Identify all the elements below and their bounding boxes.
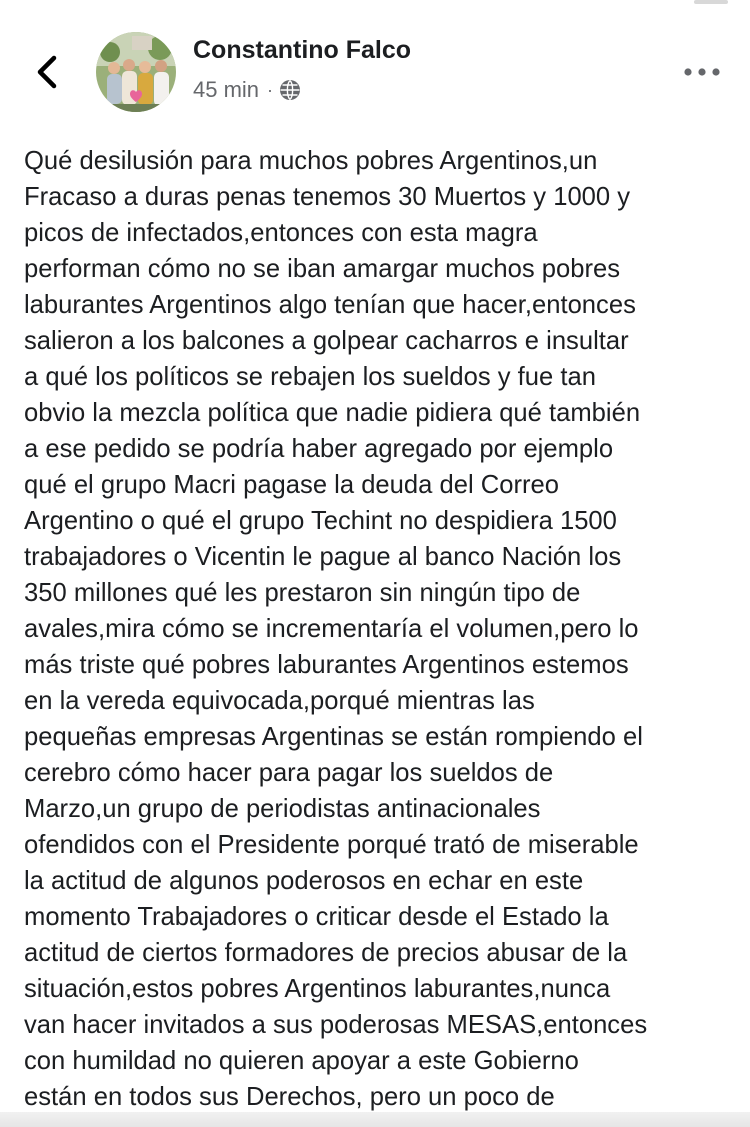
post-text-line: a qué los políticos se rebajen los sueldos y fue tan [24,363,596,391]
post-text-line: van hacer invitados a sus poderosas MESAS,entonces [24,1011,648,1039]
post-text-line: qué el grupo Macri pagase la deuda del Correo [24,471,559,499]
post-text-line: Fracaso a duras penas tenemos 30 Muertos y 1000 y [24,183,631,211]
post-text-line: performan cómo no se iban amargar muchos pobres [24,255,621,283]
post-text-line: momento Trabajadores o criticar desde el Estado la [24,903,609,931]
post-text-line: en la vereda equivocada,porqué mientras las [24,687,535,715]
status-indicator [694,0,728,4]
author-name[interactable]: Constantino Falco [193,36,412,64]
post-text-line: picos de infectados,entonces con esta magra [24,219,538,247]
post-text-line: Argentino o qué el grupo Techint no despidiera 1500 [24,507,617,535]
post-text-line: salieron a los balcones a golpear cacharros e insultar [24,327,629,355]
post-text-line: más triste qué pobres laburantes Argentinos estemos [24,651,629,679]
post-text-line: actitud de ciertos formadores de precios abusar de la [24,939,628,967]
post-text-line: ofendidos con el Presidente porqué trató de miserable [24,831,639,859]
post-text-line: a ese pedido se podría haber agregado por ejemplo [24,435,614,463]
more-options-button[interactable] [682,60,722,84]
post-text-line: trabajadores o Vicentin le pague al banco Nación los [24,543,622,571]
post-text-line: cerebro cómo hacer para pagar los sueldos de [24,759,554,787]
profile-photo [96,32,176,112]
meta-separator: · [267,79,274,100]
post-text-line: avales,mira cómo se incrementaría el volumen,pero lo [24,615,639,643]
globe-icon [279,79,301,101]
chevron-left-icon [28,50,68,94]
post-text-line: pequeñas empresas Argentinas se están rompiendo el [24,723,643,751]
post-meta [193,76,301,104]
post-text-line: con humildad no quieren apoyar a este Gobierno [24,1047,579,1075]
post-header [0,30,750,120]
avatar[interactable] [96,32,176,112]
post-text-line: laburantes Argentinos algo tenían que hacer,entonces [24,291,636,319]
post-text-line: 350 millones qué les prestaron sin ningún tipo de [24,579,581,607]
post-timestamp[interactable]: 45 min [193,77,260,102]
post-text [24,143,730,1113]
post-text-line: obvio la mezcla política que nadie pidiera qué también [24,399,641,427]
post-text-line: Qué desilusión para muchos pobres Argentinos,un [24,147,598,175]
bottom-divider [0,1112,750,1127]
back-button[interactable] [28,50,68,94]
post-text-line: situación,estos pobres Argentinos laburantes,nunca [24,975,611,1003]
post-text-line: la actitud de algunos poderosos en echar en este [24,867,584,895]
more-horizontal-icon [682,60,722,84]
post-text-line: están en todos sus Derechos, pero un poco de [24,1083,555,1111]
post-text-line: Marzo,un grupo de periodistas antinacionales [24,795,541,823]
